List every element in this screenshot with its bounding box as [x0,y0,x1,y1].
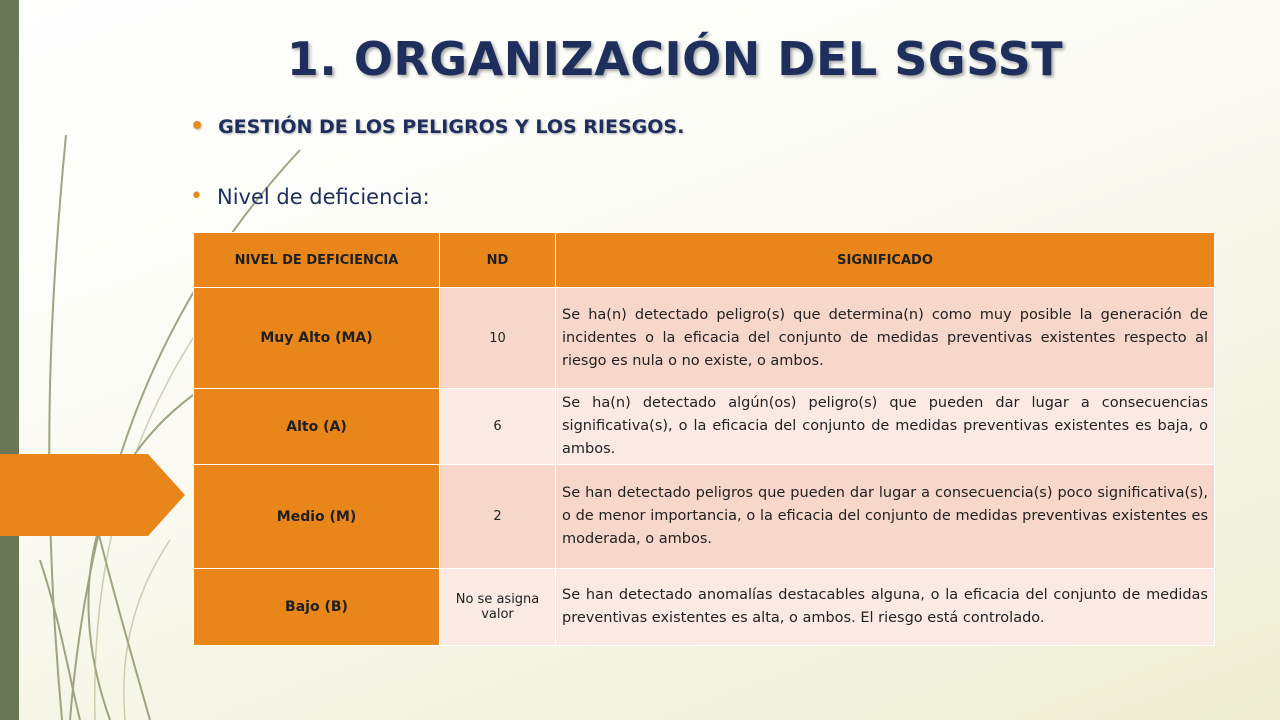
nd-cell: 10 [440,288,556,389]
bullet-heading [190,114,684,139]
table-row [194,569,1215,646]
nd-cell: 2 [440,465,556,569]
bullet-dot-icon: • [190,184,203,209]
deficiency-table [193,232,1215,646]
left-accent-bar [0,0,19,720]
bullet-dot-icon: • [190,114,205,139]
slide-title: 1. ORGANIZACIÓN DEL SGSST [286,32,1064,86]
table-row [194,288,1215,389]
orange-arrow-tab [0,454,185,536]
table-row [194,389,1215,465]
level-cell: Alto (A) [194,389,440,465]
level-cell: Bajo (B) [194,569,440,646]
level-cell: Medio (M) [194,465,440,569]
header-level: NIVEL DE DEFICIENCIA [194,233,440,288]
nd-cell: 6 [440,389,556,465]
level-cell: Muy Alto (MA) [194,288,440,389]
meaning-cell: Se han detectado anomalías destacables alguna, o la eficacia del conjunto de medidas preventivas existentes es alta, o ambos. El riesgo está controlado. [556,569,1215,646]
bullet-subheading-text: Nivel de deficiencia: [216,184,430,209]
meaning-cell: Se ha(n) detectado algún(os) peligro(s) que pueden dar lugar a consecuencias significativa(s), o la eficacia del conjunto de medidas preventivas existentes es baja, o ambos. [556,389,1215,465]
header-meaning: SIGNIFICADO [556,233,1215,288]
nd-cell: No se asigna valor [440,569,556,646]
meaning-cell: Se han detectado peligros que pueden dar lugar a consecuencia(s) poco significativa(s), o de menor importancia, o la eficacia del conjunto de medidas preventivas existentes es moderada, o ambos. [556,465,1215,569]
meaning-cell: Se ha(n) detectado peligro(s) que determina(n) como muy posible la generación de incidentes o la eficacia del conjunto de medidas preventivas existentes respecto al riesgo es nula o no existe, o ambos. [556,288,1215,389]
table-header-row [194,233,1215,288]
table-row [194,465,1215,569]
bullet-heading-text: GESTIÓN DE LOS PELIGROS Y LOS RIESGOS. [218,115,685,138]
bullet-subheading [190,184,430,209]
header-nd: ND [440,233,556,288]
